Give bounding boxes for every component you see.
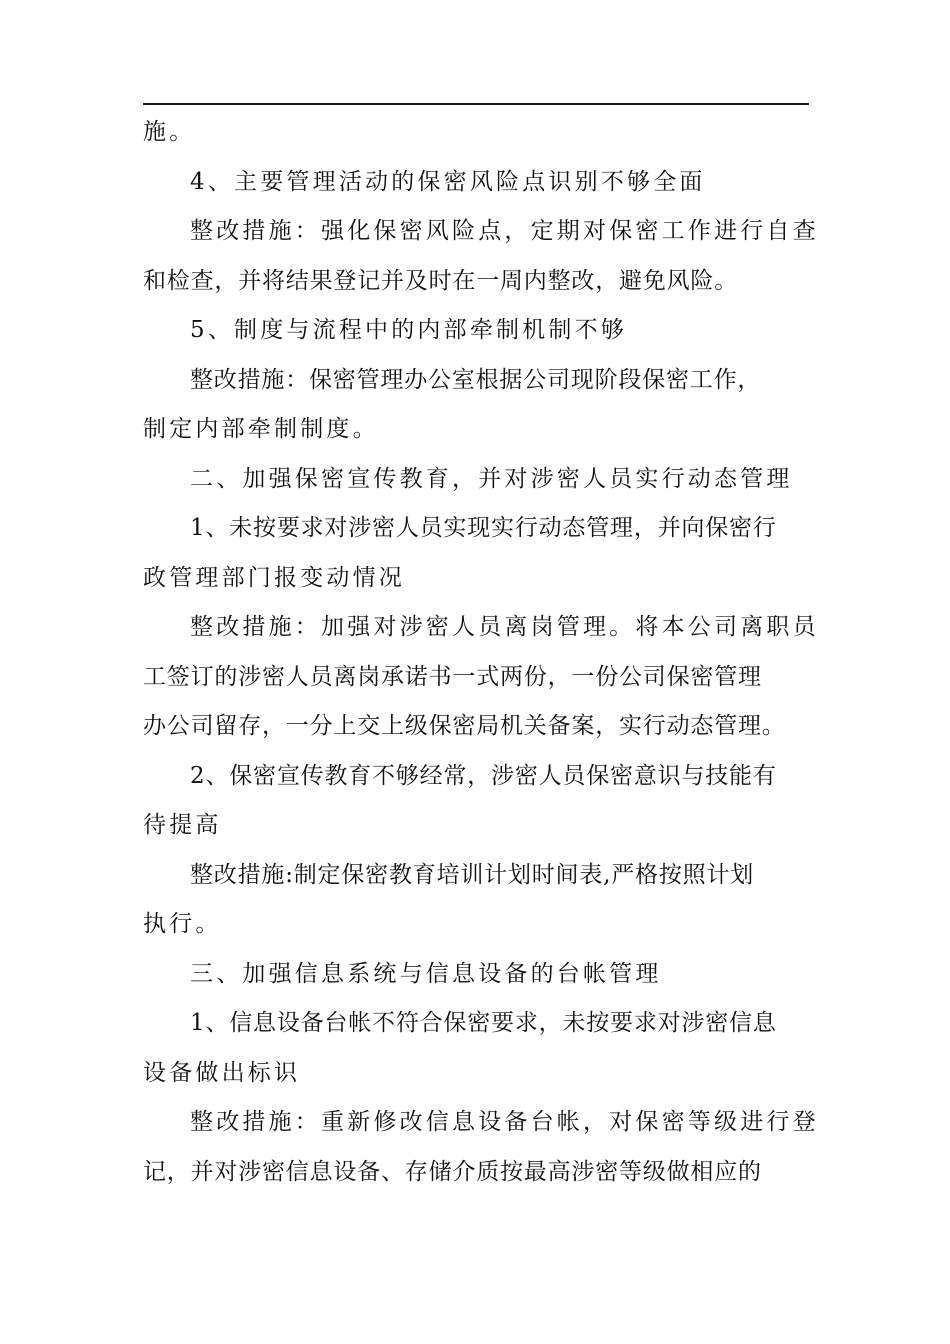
text-line: 1、未按要求对涉密人员实现实行动态管理，并向保密行: [190, 515, 777, 541]
text-line: 工签订的涉密人员离岗承诺书一式两份，一份公司保密管理: [143, 663, 762, 690]
text-line: 整改措施：重新修改信息设备台帐，对保密等级进行登: [190, 1109, 819, 1135]
text-line: 整改措施：加强对涉密人员离岗管理。将本公司离职员: [190, 614, 819, 640]
text-line: 记，并对涉密信息设备、存储介质按最高涉密等级做相应的: [143, 1158, 762, 1185]
text-line: 1、信息设备台帐不符合保密要求，未按要求对涉密信息: [190, 1010, 777, 1036]
text-line: 二、加强保密宣传教育，并对涉密人员实行动态管理: [190, 465, 793, 492]
text-line: 和检查，并将结果登记并及时在一周内整改，避免风险。: [143, 267, 738, 294]
text-line: 政管理部门报变动情况: [143, 564, 405, 591]
text-line: 设备做出标识: [143, 1059, 301, 1086]
text-line: 待提高: [143, 812, 222, 838]
text-line: 5、制度与流程中的内部牵制机制不够: [190, 317, 628, 343]
document-body: [143, 108, 819, 1197]
text-line: 执行。: [143, 911, 222, 937]
text-line: 整改措施:制定保密教育培训计划时间表,严格按照计划: [190, 861, 755, 888]
text-line: 整改措施：保密管理办公室根据公司现阶段保密工作，: [190, 366, 762, 393]
text-line: 三、加强信息系统与信息设备的台帐管理: [190, 960, 662, 987]
text-line: 整改措施：强化保密风险点，定期对保密工作进行自查: [190, 218, 819, 244]
text-line: 4、主要管理活动的保密风险点识别不够全面: [190, 168, 706, 195]
text-line: 办公司留存，一分上交上级保密局机关备案，实行动态管理。: [143, 713, 786, 739]
header-rule: [143, 103, 809, 105]
text-line: 制定内部牵制制度。: [143, 416, 379, 442]
text-line: 2、保密宣传教育不够经常，涉密人员保密意识与技能有: [190, 762, 777, 789]
text-line: 施。: [143, 119, 196, 145]
